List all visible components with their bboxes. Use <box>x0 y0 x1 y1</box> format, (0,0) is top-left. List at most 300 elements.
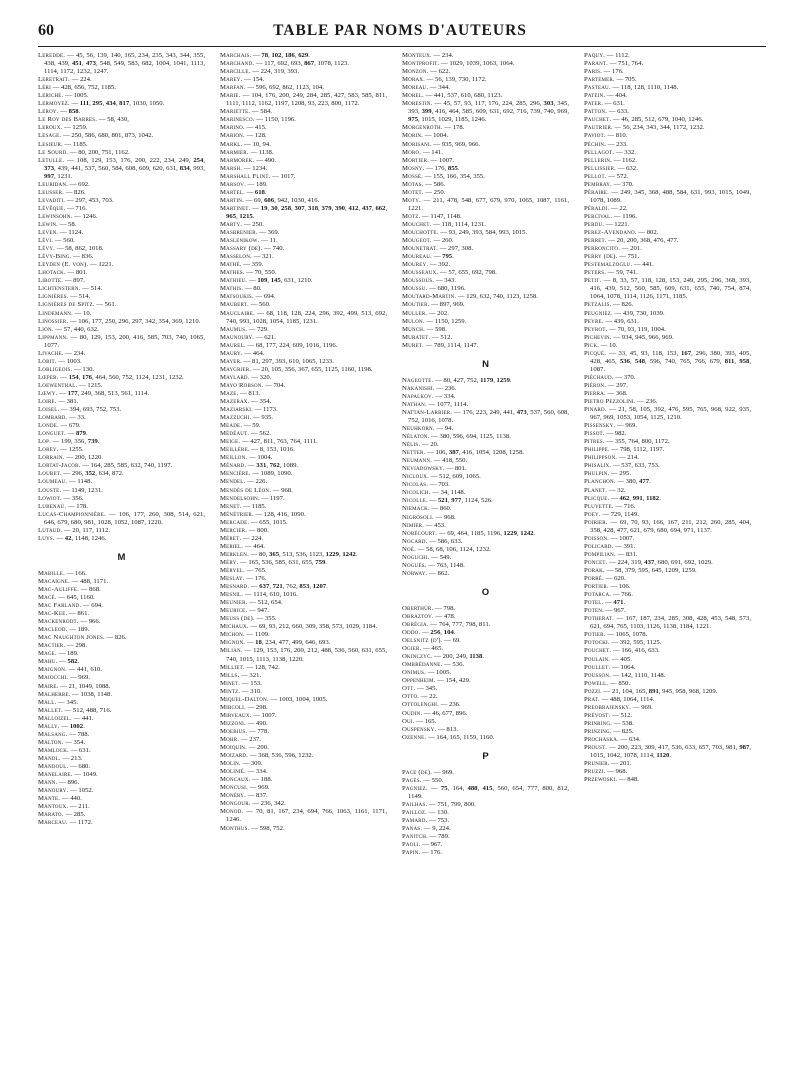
bold-page-ref: 412 <box>348 204 359 212</box>
index-entry <box>220 84 387 92</box>
page-references: — 729, 1149. <box>602 510 639 518</box>
page-references: — 490. <box>247 719 268 727</box>
bold-page-ref: 109 <box>257 277 268 285</box>
page-references: — 441, 537, 610, 680, 1123. <box>425 92 503 100</box>
author-name: Powell. <box>584 679 609 687</box>
page-references: — 370. <box>613 180 634 188</box>
bold-page-ref: 855 <box>447 164 458 172</box>
index-entry <box>402 310 569 318</box>
author-name: Pellot. <box>584 172 607 180</box>
author-name: Lobit. <box>38 357 57 365</box>
author-name: Obrégia. <box>402 621 429 628</box>
author-name: Mathieu. <box>220 277 248 285</box>
index-entry <box>38 674 205 682</box>
author-name: Phisalix. <box>584 462 612 470</box>
index-entry <box>584 76 751 84</box>
author-name: Pissensky. <box>584 422 616 430</box>
index-entry <box>402 52 569 60</box>
author-name: Netter. <box>402 449 426 457</box>
author-name: Niemack. <box>402 505 430 513</box>
page-references: — 109, 145, 631, 1210. <box>248 277 313 285</box>
author-name: Mosny. <box>402 164 425 172</box>
author-name: Moussu. <box>402 285 428 293</box>
index-entry <box>584 656 751 664</box>
author-name: Mallet. <box>38 706 63 714</box>
author-name: Mann. <box>38 779 58 787</box>
page-references: — 634. <box>620 735 641 743</box>
index-entry <box>38 771 205 779</box>
author-name: Poullet. <box>584 663 611 671</box>
index-entry <box>584 221 751 229</box>
index-entry <box>38 197 205 205</box>
page-references: — 46, 677, 896. <box>423 709 468 717</box>
page-references: — 128. <box>246 132 267 140</box>
page-references: — 1173. <box>254 406 278 414</box>
author-name: Moizard. <box>220 752 249 760</box>
author-name: Miquel-Dalton. <box>220 695 269 703</box>
author-name: Milian. <box>220 647 243 655</box>
author-name: Maze. <box>220 389 239 397</box>
author-name: Peugniez. <box>584 309 613 317</box>
page-references: — 199, 356, 739. <box>52 438 100 446</box>
index-entry <box>402 489 569 497</box>
bold-page-ref: 154 <box>68 373 79 381</box>
page-references: — 108, 129, 153, 176, 200, 222, 234, 249, 254, 373, 439, 441, 537, 560, 584, 608, 609, 620, 631, 834, 993, 997, 1231. <box>44 156 205 180</box>
page-references: — 679. <box>60 422 81 430</box>
index-entry <box>220 406 387 414</box>
index-entry <box>402 562 569 570</box>
index-entry <box>220 487 387 495</box>
page-references: — 512, 488, 716. <box>64 706 112 714</box>
index-entry <box>402 505 569 513</box>
author-name: Pailhas. <box>402 800 428 808</box>
author-name: Léri <box>38 84 51 92</box>
page-references: — 285. <box>65 811 86 819</box>
index-entry <box>402 124 569 132</box>
index-entry <box>584 237 751 245</box>
index-columns <box>38 52 768 1074</box>
page-references: — 234. <box>65 349 86 357</box>
page-references: — 249, 345, 368, 488, 584, 631, 993, 1015, 1049, 1078, 1089. <box>590 188 751 204</box>
bold-page-ref: 451 <box>71 60 82 68</box>
author-name: Levaditi. <box>38 196 66 204</box>
page-references: — 560. <box>54 237 75 245</box>
author-name: Prochaska. <box>584 735 619 743</box>
author-name: Moutard-Martin. <box>402 293 457 301</box>
bold-page-ref: 102 <box>271 52 282 59</box>
author-name: Motz. <box>402 212 421 220</box>
author-name: Maury. <box>220 349 243 357</box>
page-references: — 58, 862, 1018. <box>56 245 104 253</box>
page-references: — 1148. <box>68 478 93 486</box>
bold-page-ref: 1179 <box>480 376 494 384</box>
index-entry <box>220 422 387 430</box>
author-name: Méryel. <box>220 567 245 574</box>
index-entry <box>584 567 751 575</box>
page-references: — 632. <box>617 164 638 172</box>
author-name: Pembray. <box>584 180 612 188</box>
index-entry <box>220 672 387 680</box>
page-references: — 45, 57, 93, 117, 176, 224, 285, 296, 303, 345, 393, 399, 416, 464, 585, 609, 631, 692, 716, 739, 740, 969, 975, 1015, 1029, 1185, 1246. <box>408 100 569 124</box>
page-references: — 716. <box>67 204 88 212</box>
author-name: Lesage. <box>38 132 62 140</box>
author-name: Mousseaux. <box>402 269 439 277</box>
page-references: — 1049. <box>74 771 98 779</box>
author-name: Le Roy des Barres. <box>38 116 98 124</box>
author-name: Pinard. <box>584 406 607 414</box>
author-name: Loumeau. <box>38 478 68 486</box>
author-name: Pruzzi. <box>584 768 606 776</box>
page-references: — 202. <box>428 309 449 317</box>
page-references: — 34, 1148. <box>432 489 466 497</box>
author-name: Meurice. <box>220 607 248 615</box>
page-references: — 166, 416, 633. <box>612 647 660 655</box>
index-entry <box>220 301 387 309</box>
page-references: — 21, 104, 165, 891, 945, 958, 968, 1209. <box>603 687 718 695</box>
page-references: — 69, 70, 93, 166, 167, 211, 212, 260, 285, 404, 358, 428, 477, 621, 679, 680, 694, 971, 1137. <box>590 518 751 534</box>
index-entry <box>584 253 751 261</box>
index-entry <box>38 446 205 454</box>
index-entry <box>38 503 205 511</box>
page-references: — 128, 416, 1090. <box>255 510 306 518</box>
page-references: — 1150, 1259. <box>426 317 467 325</box>
author-name: Lermoyez. <box>38 100 70 108</box>
bold-page-ref: 104 <box>443 629 454 637</box>
author-name: Prinring. <box>584 719 613 727</box>
index-entry <box>402 629 569 637</box>
author-name: Mazzuchi. <box>220 414 252 422</box>
page-references: — 826. <box>65 188 86 196</box>
page-references: — 154, 429. <box>437 677 471 685</box>
page-references: — 631. <box>604 100 625 108</box>
author-name: Marmorek. <box>220 156 255 164</box>
index-entry <box>220 181 387 189</box>
page-references: — 464. <box>244 349 265 357</box>
index-entry <box>220 398 387 406</box>
page-references: — 789, 1114, 1147. <box>425 341 479 349</box>
index-entry <box>584 462 751 470</box>
author-name: Libotte. <box>38 277 64 285</box>
index-entry <box>220 124 387 132</box>
index-entry <box>402 68 569 76</box>
page-references: — 130. <box>74 365 95 373</box>
page-references: — 10. <box>74 309 92 317</box>
page-references: — 80. <box>244 285 262 293</box>
author-name: Planchon. <box>584 478 616 486</box>
author-name: Poisson. <box>584 534 610 542</box>
index-entry <box>220 149 387 157</box>
index-entry <box>402 377 569 385</box>
index-entry <box>220 132 387 140</box>
index-entry <box>38 326 205 334</box>
page-references: — 1038, 1148. <box>72 690 113 698</box>
author-name: Potel. <box>584 599 604 607</box>
author-name: Mintz. <box>220 687 241 695</box>
index-entry <box>402 825 569 833</box>
bold-page-ref: 471 <box>613 599 624 607</box>
index-entry <box>584 205 751 213</box>
section-letter: O <box>481 586 490 598</box>
page-references: — 58, 430, <box>98 116 129 124</box>
index-entry <box>402 833 569 841</box>
author-name: Pellagot. <box>584 148 615 156</box>
author-name: Mage. <box>38 650 57 658</box>
page-references: — 1109. <box>246 631 270 639</box>
bold-page-ref: 477 <box>639 478 650 486</box>
author-name: Philippson. <box>584 454 618 462</box>
index-entry <box>584 768 751 776</box>
index-entry <box>402 817 569 825</box>
index-entry <box>220 326 387 334</box>
index-entry <box>402 301 569 309</box>
page-references: — 69, 93, 212, 660, 309, 358, 573, 1029, 1184. <box>250 623 378 631</box>
index-entry <box>38 414 205 422</box>
bold-page-ref: 145 <box>270 277 281 285</box>
index-entry <box>402 481 569 489</box>
author-name: Pautrier. <box>584 124 613 132</box>
page-references: — 224. <box>243 534 264 542</box>
page-references: — 1004. <box>424 132 449 140</box>
author-name: Nocard. <box>402 537 428 545</box>
page-references: — 211, 478, 548, 677, 679, 970, 1065, 1087, 1161, 1221. <box>408 196 569 212</box>
author-name: Pagès. <box>402 776 422 784</box>
index-entry <box>584 591 751 599</box>
page-references: — 1089, 1090. <box>252 470 293 478</box>
page-references: — 176, 223, 249, 441, 473, 537, 560, 608, 752, 1016, 1078. <box>408 408 569 424</box>
page-references: — 213. <box>62 754 83 762</box>
author-name: Morestin. <box>402 100 433 108</box>
index-entry <box>584 487 751 495</box>
page-references: — 764, 777, 798, 811. <box>430 621 491 628</box>
index-entry <box>38 261 205 269</box>
page-references: — 118, 128, 1110, 1148. <box>612 84 679 92</box>
page-references: — 106, 177, 250, 296, 297, 342, 354, 369, 1210. <box>69 317 201 325</box>
author-name: Moussous. <box>402 277 435 285</box>
index-entry <box>402 76 569 84</box>
index-entry <box>38 535 205 543</box>
index-entry <box>220 374 387 382</box>
author-name: Mactier. <box>38 642 66 650</box>
index-entry <box>402 734 569 742</box>
page-references: — 1004. <box>248 454 273 462</box>
page-references: — 224, 319, 437, 680, 691, 692, 1029. <box>609 558 713 566</box>
author-name: Pichevin. <box>584 333 612 341</box>
author-name: Petit. <box>584 277 602 285</box>
page-references: — 368, 536, 596, 1232. <box>249 752 314 760</box>
index-entry <box>38 205 205 213</box>
page-references: — 69, 464, 1185, 1196, 1229, 1242. <box>438 529 536 537</box>
author-name: Marsov. <box>220 180 246 188</box>
bold-page-ref: 1242 <box>342 550 356 558</box>
page-references: — 427, 811, 763, 764, 1111. <box>241 438 318 446</box>
index-entry <box>220 664 387 672</box>
author-name: Nicolle. <box>402 497 428 505</box>
page-references: — 415. <box>246 124 267 132</box>
index-entry <box>38 495 205 503</box>
page-references: — 826. <box>106 634 127 642</box>
page-references: — 32. <box>608 486 626 494</box>
page-references: — 464. <box>244 542 265 550</box>
index-entry <box>220 567 387 575</box>
author-name: Loire. <box>38 398 57 406</box>
page-references: — 1002. <box>61 722 85 730</box>
author-name: Picqué. <box>584 349 607 357</box>
author-name: Portier. <box>584 583 609 591</box>
index-entry <box>38 366 205 374</box>
page-references: — 320. <box>251 373 272 381</box>
page-references: — 154, 176, 464, 560, 752, 1124, 1231, 1232. <box>60 373 184 381</box>
page-references: — 968. <box>607 768 628 776</box>
index-entry <box>402 409 569 425</box>
author-name: Morin. <box>402 132 424 140</box>
index-column-1 <box>38 52 205 1074</box>
page-references: — 810. <box>607 132 628 140</box>
page-references: — 200. <box>248 744 269 752</box>
page-references: — 178. <box>444 124 465 132</box>
index-entry <box>584 422 751 430</box>
index-entry <box>402 661 569 669</box>
index-entry <box>584 124 751 132</box>
author-name: Monzon. <box>402 68 429 76</box>
index-entry <box>220 511 387 519</box>
index-entry <box>38 570 205 578</box>
author-name: Nattan-Larrier. <box>402 408 453 416</box>
author-name: Mahu. <box>38 658 58 666</box>
author-name: Percival. <box>584 212 613 220</box>
index-entry <box>584 744 751 760</box>
index-entry <box>220 76 387 84</box>
page-references: — 80, 129, 153, 200, 416, 585, 703, 740, 1065, 1077. <box>44 333 205 349</box>
index-entry <box>220 639 387 647</box>
author-name: Neumann. <box>402 457 433 465</box>
page-references: — 297, 308. <box>439 245 474 253</box>
author-name: Marinesco. <box>220 116 255 124</box>
index-entry <box>38 108 205 116</box>
author-name: Mantoux. <box>38 803 69 811</box>
index-entry <box>584 108 751 116</box>
page-references: — 18, 234, 477, 499, 646, 693. <box>246 639 331 647</box>
author-name: Mercade. <box>220 518 250 526</box>
author-name: Mendel. <box>220 478 246 486</box>
index-entry <box>220 736 387 744</box>
page-references: — 298. <box>247 703 268 711</box>
bold-page-ref: 834 <box>179 164 190 172</box>
page-references: — 70, 550. <box>246 269 277 277</box>
index-entry <box>584 374 751 382</box>
author-name: Loubet. <box>38 470 62 478</box>
bold-page-ref: 318 <box>308 204 319 212</box>
index-entry <box>584 301 751 309</box>
page-references: — 200, 1220. <box>66 454 103 462</box>
author-name: Marino. <box>220 124 245 132</box>
author-name: Plicque. <box>584 494 610 502</box>
page-references: — 778. <box>248 727 270 735</box>
author-name: Luys. <box>38 534 55 542</box>
author-name: Perez-Avendano. <box>584 229 637 237</box>
author-name: Maignon. <box>38 666 67 674</box>
page-references: — 58, 379, 595, 645, 1209, 1259. <box>606 567 697 574</box>
author-name: Pierra. <box>584 389 606 397</box>
bold-page-ref: 975 <box>408 116 419 124</box>
author-name: Onimus. <box>402 669 427 677</box>
index-entry <box>38 116 205 124</box>
author-name: Proust. <box>584 744 608 752</box>
author-name: Moreau. <box>402 84 429 92</box>
index-entry <box>584 712 751 720</box>
page-references: — 1077, 1114. <box>428 400 469 408</box>
author-name: Lévy-Bing. <box>38 253 72 261</box>
author-name: Mauclaire. <box>220 309 255 317</box>
index-entry <box>38 350 205 358</box>
index-entry <box>220 470 387 478</box>
author-name: Oelsnitz (d'). <box>402 637 443 645</box>
author-name: Preobrajensky. <box>584 703 632 711</box>
page-references: — 153. <box>241 679 262 687</box>
page-references: — 1234. <box>243 164 268 172</box>
author-name: Nicolas. <box>402 481 429 489</box>
index-entry <box>402 613 569 621</box>
bold-page-ref: 256 <box>430 629 441 637</box>
index-entry <box>402 514 569 522</box>
page-references: — 343. <box>435 277 456 285</box>
index-entry <box>38 245 205 253</box>
index-entry <box>220 334 387 342</box>
author-name: Malloizel. <box>38 714 72 722</box>
index-entry <box>220 776 387 784</box>
page-references: — 439, 631. <box>605 317 639 325</box>
index-entry <box>220 116 387 124</box>
index-entry <box>38 285 205 293</box>
author-name: Masbrenier. <box>220 229 258 237</box>
page-references: — 59. <box>243 422 261 430</box>
index-entry <box>38 382 205 390</box>
author-name: Meriel. <box>220 542 244 550</box>
author-name: Masselon. <box>220 253 252 261</box>
author-name: Nobécourt. <box>402 529 438 537</box>
page-references: — 1114, 610, 1016. <box>244 591 298 599</box>
page-references: — 441, 610. <box>68 666 103 674</box>
index-entry <box>38 310 205 318</box>
bold-page-ref: 1120 <box>656 752 670 760</box>
page-references: — 57, 655, 692, 798. <box>439 269 497 277</box>
index-entry <box>402 197 569 213</box>
author-name: Mathis. <box>220 285 244 293</box>
index-entry <box>402 522 569 530</box>
index-entry <box>402 849 569 857</box>
author-name: Mounetrat. <box>402 245 439 253</box>
index-entry <box>38 578 205 586</box>
author-name: Paviot. <box>584 132 606 140</box>
page-references: — 111, 295, 434, 817, 1030, 1050. <box>71 100 165 108</box>
page-references: — 236. <box>637 398 658 406</box>
author-name: Poirier. <box>584 518 608 526</box>
page-references: — 441. <box>73 714 94 722</box>
author-name: Matsoukis. <box>220 293 254 301</box>
page-references: — 879. <box>67 430 88 438</box>
page-references: — 334. <box>435 392 456 400</box>
index-entry <box>402 718 569 726</box>
bold-page-ref: 390 <box>334 204 346 212</box>
author-name: Motet. <box>402 188 424 196</box>
index-entry <box>584 470 751 478</box>
page-references: — 355. <box>256 615 277 623</box>
index-entry <box>38 374 205 382</box>
index-entry <box>220 559 387 567</box>
index-entry <box>38 699 205 707</box>
page-references: — 969. <box>632 703 653 711</box>
index-entry <box>402 213 569 221</box>
index-entry <box>584 398 751 406</box>
